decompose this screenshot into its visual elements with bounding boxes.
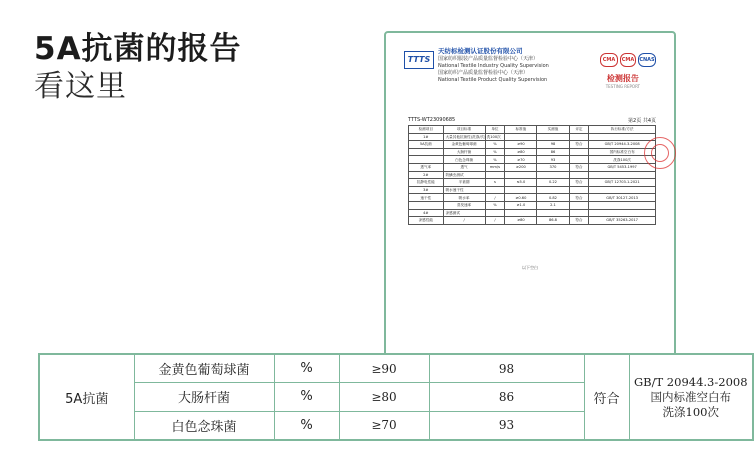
standard-line: 国内标准空白布 bbox=[650, 389, 731, 404]
report-cell: GB/T 20944.3-2008 bbox=[589, 141, 656, 149]
report-cell bbox=[569, 148, 589, 156]
headline-subtitle: 看这里 bbox=[34, 69, 127, 104]
test-report-image bbox=[384, 31, 676, 373]
table-row bbox=[39, 354, 753, 383]
report-cell: 93 bbox=[537, 156, 569, 164]
report-cell: 吸水率 bbox=[443, 194, 485, 202]
report-number: TTTS-WT23090685 bbox=[408, 117, 456, 123]
report-cell bbox=[569, 171, 589, 179]
report-cell: 2# bbox=[409, 171, 444, 179]
item-cell: 金黄色葡萄球菌 bbox=[134, 354, 274, 383]
red-seal-stamp bbox=[644, 137, 676, 169]
report-mini-table bbox=[408, 125, 656, 225]
report-cell bbox=[569, 156, 589, 164]
report-cell: 3# bbox=[409, 186, 444, 194]
report-cell: 吸水速干性 bbox=[443, 186, 485, 194]
report-cell bbox=[537, 186, 569, 194]
report-title-cn: 检测报告 bbox=[606, 74, 639, 83]
org-line: 国家纺织产品质量监督检验中心（天津） bbox=[438, 70, 529, 76]
org-line: 国家纺织服装产品质量监督检验中心（天津） bbox=[438, 56, 539, 62]
report-cell: 符合 bbox=[569, 179, 589, 187]
report-cell bbox=[505, 186, 537, 194]
report-cell bbox=[485, 186, 505, 194]
report-cell: ≥70 bbox=[505, 156, 537, 164]
report-row bbox=[409, 209, 656, 217]
report-cell: mm/s bbox=[485, 163, 505, 171]
requirement-cell: ≥90 bbox=[339, 354, 429, 383]
item-cell: 白色念珠菌 bbox=[134, 411, 274, 440]
unit-cell: % bbox=[274, 411, 339, 440]
report-cell: 透气率 bbox=[409, 163, 444, 171]
report-cell: 洗涤100次 bbox=[589, 156, 656, 164]
report-cell: 白色念珠菌 bbox=[443, 156, 485, 164]
report-cell bbox=[409, 156, 444, 164]
report-cell bbox=[537, 171, 569, 179]
report-cell: 5A抗菌 bbox=[409, 141, 444, 149]
org-line: National Textile Industry Quality Supervision bbox=[438, 63, 549, 69]
unit-cell: % bbox=[274, 354, 339, 383]
report-cell bbox=[505, 133, 537, 141]
report-cell: 国内标准空白布 bbox=[589, 148, 656, 156]
report-cell: 98 bbox=[537, 141, 569, 149]
report-cell: 符合 bbox=[569, 141, 589, 149]
report-cell: GB/T 5453-1997 bbox=[589, 163, 656, 171]
standard-line: GB/T 20944.3-2008 bbox=[633, 374, 748, 389]
report-cell bbox=[569, 133, 589, 141]
report-row bbox=[409, 201, 656, 209]
report-cell: 防螨虫测试 bbox=[443, 171, 485, 179]
report-cell: ≥80 bbox=[505, 217, 537, 225]
report-cell bbox=[589, 171, 656, 179]
report-cell: / bbox=[485, 217, 505, 225]
report-row bbox=[409, 156, 656, 164]
report-cell bbox=[589, 133, 656, 141]
report-row bbox=[409, 186, 656, 194]
report-cell: % bbox=[485, 141, 505, 149]
requirement-cell: ≥80 bbox=[339, 383, 429, 411]
report-cell bbox=[409, 201, 444, 209]
requirement-cell: ≥70 bbox=[339, 411, 429, 440]
report-row bbox=[409, 126, 656, 134]
report-row bbox=[409, 194, 656, 202]
report-cell: 蒸发速率 bbox=[443, 201, 485, 209]
report-cell bbox=[589, 209, 656, 217]
report-cell: % bbox=[485, 201, 505, 209]
item-cell: 大肠杆菌 bbox=[134, 383, 274, 411]
result-cell: 86 bbox=[429, 383, 584, 411]
report-row bbox=[409, 148, 656, 156]
report-cell: 检测项目 bbox=[409, 126, 444, 134]
standard-cell bbox=[629, 354, 753, 440]
cnas-logo: CNAS bbox=[638, 53, 656, 67]
report-cell: 半衰期 bbox=[443, 179, 485, 187]
report-cell: 凉感测试 bbox=[443, 209, 485, 217]
org-line: National Textile Product Quality Supervision bbox=[438, 77, 548, 83]
report-cell: ≥200 bbox=[505, 163, 537, 171]
report-title bbox=[606, 73, 640, 89]
report-cell: 实测值 bbox=[537, 126, 569, 134]
report-header bbox=[404, 45, 660, 105]
report-cell: 速干性 bbox=[409, 194, 444, 202]
report-cell: 透气 bbox=[443, 163, 485, 171]
headline bbox=[34, 30, 242, 106]
report-cell bbox=[569, 186, 589, 194]
report-cell: 标准值 bbox=[505, 126, 537, 134]
report-cell: 金黄色葡萄球菌 bbox=[443, 141, 485, 149]
report-cell: 符合 bbox=[569, 217, 589, 225]
report-cell: 单位 bbox=[485, 126, 505, 134]
report-cell: 1# bbox=[409, 133, 444, 141]
report-title-en: TESTING REPORT bbox=[605, 84, 640, 89]
report-cell bbox=[569, 201, 589, 209]
report-cell: 项目标准 bbox=[443, 126, 485, 134]
report-cell: ≥80 bbox=[505, 148, 537, 156]
unit-cell: % bbox=[274, 383, 339, 411]
report-row bbox=[409, 179, 656, 187]
report-cell: 86.8 bbox=[537, 217, 569, 225]
report-cell bbox=[485, 171, 505, 179]
ttts-logo: TTTS bbox=[404, 51, 434, 69]
report-cell bbox=[589, 186, 656, 194]
report-cell: 符合 bbox=[569, 194, 589, 202]
report-cell bbox=[505, 209, 537, 217]
report-row bbox=[409, 163, 656, 171]
report-cell bbox=[537, 133, 569, 141]
report-cell: / bbox=[485, 194, 505, 202]
cma-logo: CMA bbox=[600, 53, 618, 67]
report-cell: % bbox=[485, 156, 505, 164]
report-cell: s bbox=[485, 179, 505, 187]
report-cell: 评定 bbox=[569, 126, 589, 134]
report-row bbox=[409, 133, 656, 141]
report-cell: 86 bbox=[537, 148, 569, 156]
report-cell: 2.1 bbox=[537, 201, 569, 209]
report-cell bbox=[409, 148, 444, 156]
report-cell: GB/T 12703.1-2021 bbox=[589, 179, 656, 187]
report-cell: / bbox=[443, 217, 485, 225]
cert-logos bbox=[600, 53, 656, 67]
result-cell: 93 bbox=[429, 411, 584, 440]
report-footer: 以下空白 bbox=[522, 265, 538, 270]
result-cell: 98 bbox=[429, 354, 584, 383]
report-cell: 370 bbox=[537, 163, 569, 171]
report-cell: ≤5.0 bbox=[505, 179, 537, 187]
report-cell bbox=[537, 209, 569, 217]
report-cell: ≥0.60 bbox=[505, 194, 537, 202]
report-cell: ≥90 bbox=[505, 141, 537, 149]
report-cell: 大量其他抗菌性(洗涤/次) 洗100次 bbox=[443, 133, 485, 141]
report-cell: 0.22 bbox=[537, 179, 569, 187]
verdict-cell: 符合 bbox=[584, 354, 629, 440]
report-cell bbox=[505, 171, 537, 179]
page-number: 第2页 共4页 bbox=[628, 118, 656, 124]
report-cell bbox=[569, 209, 589, 217]
report-cell bbox=[485, 209, 505, 217]
org-info bbox=[438, 47, 549, 84]
report-cell: GB/T 35263-2017 bbox=[589, 217, 656, 225]
report-cell: 符合 bbox=[569, 163, 589, 171]
group-label-cell: 5A抗菌 bbox=[39, 354, 134, 440]
report-cell: 凉感性能 bbox=[409, 217, 444, 225]
standard-line: 洗涤100次 bbox=[662, 404, 719, 419]
cma-logo: CMA bbox=[620, 53, 636, 67]
report-cell: GB/T 30127-2013 bbox=[589, 194, 656, 202]
report-cell: 0.82 bbox=[537, 194, 569, 202]
report-cell: 抗静电性能 bbox=[409, 179, 444, 187]
report-cell: 4# bbox=[409, 209, 444, 217]
report-cell bbox=[589, 201, 656, 209]
results-table bbox=[38, 353, 754, 441]
report-cell: ≥1.0 bbox=[505, 201, 537, 209]
report-cell: 执行标准/方法 bbox=[589, 126, 656, 134]
headline-title: 5A抗菌的报告 bbox=[34, 31, 242, 67]
report-row bbox=[409, 141, 656, 149]
report-row bbox=[409, 217, 656, 225]
report-cell: 大肠杆菌 bbox=[443, 148, 485, 156]
report-row bbox=[409, 171, 656, 179]
org-name: 天纺标检测认证股份有限公司 bbox=[438, 47, 523, 55]
report-cell: % bbox=[485, 148, 505, 156]
